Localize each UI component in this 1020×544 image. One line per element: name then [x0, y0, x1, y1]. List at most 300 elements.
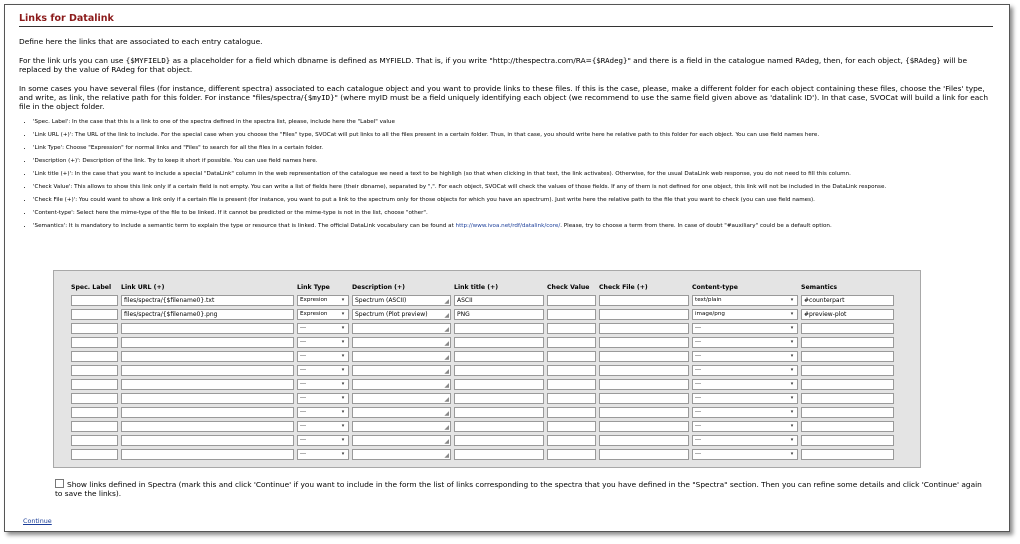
table-cell: [692, 323, 798, 334]
content-area: [19, 13, 993, 236]
content-type-select[interactable]: [692, 337, 798, 348]
table-row: [71, 323, 894, 334]
chevron-down-icon: ▾: [790, 297, 794, 303]
semantics-input[interactable]: [801, 351, 894, 362]
link-type-select[interactable]: [297, 337, 349, 348]
content-type-select[interactable]: [692, 379, 798, 390]
description-input[interactable]: [352, 337, 451, 348]
table-cell: [352, 295, 451, 306]
link-type-select-value: Expresion: [300, 311, 328, 317]
table-cell: [71, 323, 118, 334]
table-cell: [352, 351, 451, 362]
table-row: [71, 407, 894, 418]
link-type-select-value: ---: [300, 437, 307, 443]
content-type-select[interactable]: [692, 393, 798, 404]
check-value-input[interactable]: [547, 421, 596, 432]
table-cell: [454, 435, 544, 446]
table-cell: [297, 337, 349, 348]
spec-label-input[interactable]: [71, 337, 118, 348]
check-file-input[interactable]: [599, 351, 689, 362]
link-type-select[interactable]: [297, 323, 349, 334]
content-type-select[interactable]: [692, 407, 798, 418]
chevron-down-icon: ▾: [341, 423, 345, 429]
link-url-input[interactable]: [121, 379, 294, 390]
content-type-select-value: ---: [695, 437, 702, 443]
chevron-down-icon: ▾: [341, 311, 345, 317]
link-url-input-value: files/spectra/{$filename0}.txt: [124, 297, 215, 304]
table-cell: [454, 449, 544, 460]
table-cell: [71, 407, 118, 418]
table-cell: [121, 393, 294, 404]
description-input[interactable]: [352, 449, 451, 460]
content-type-select-value: ---: [695, 367, 702, 373]
col-link-type: Link Type: [297, 284, 330, 291]
description-input[interactable]: [352, 323, 451, 334]
link-type-select[interactable]: [297, 407, 349, 418]
link-type-select[interactable]: [297, 295, 349, 306]
link-url-input[interactable]: [121, 351, 294, 362]
field-help-list: [19, 119, 993, 230]
link-title-input[interactable]: [454, 337, 544, 348]
content-type-select-value: ---: [695, 339, 702, 345]
table-row: [71, 379, 894, 390]
spec-label-input[interactable]: [71, 393, 118, 404]
link-title-input[interactable]: [454, 407, 544, 418]
table-cell: [352, 365, 451, 376]
check-file-input[interactable]: [599, 337, 689, 348]
table-cell: [547, 337, 596, 348]
content-type-select-value: ---: [695, 325, 702, 331]
table-cell: [547, 407, 596, 418]
table-cell: [547, 351, 596, 362]
table-cell: [121, 337, 294, 348]
table-cell: [801, 379, 894, 390]
description-input[interactable]: [352, 407, 451, 418]
table-cell: [352, 337, 451, 348]
table-row: [71, 309, 894, 320]
check-file-input[interactable]: [599, 435, 689, 446]
semantics-input[interactable]: [801, 323, 894, 334]
check-file-input[interactable]: [599, 309, 689, 320]
chevron-down-icon: ▾: [790, 353, 794, 359]
chevron-down-icon: ▾: [790, 339, 794, 345]
link-url-input[interactable]: [121, 435, 294, 446]
check-value-input[interactable]: [547, 337, 596, 348]
table-cell: [297, 449, 349, 460]
table-cell: [71, 337, 118, 348]
table-cell: [352, 379, 451, 390]
table-cell: [454, 337, 544, 348]
help-link-title: • 'Link title (+)': In the case that you want to include a special "DataLink" column in the web representation of the catalogue we need a text to be highligh (so that when clicking in that text, the link activates). Otherwise, for the usual DataLink web response, you do not need to fill this column.: [33, 171, 993, 178]
table-row: [71, 365, 894, 376]
table-cell: [454, 295, 544, 306]
table-cell: [547, 449, 596, 460]
table-row: [71, 449, 894, 460]
chevron-down-icon: ▾: [790, 451, 794, 457]
link-type-select-value: ---: [300, 353, 307, 359]
link-type-select[interactable]: [297, 421, 349, 432]
table-cell: [692, 337, 798, 348]
chevron-down-icon: ▾: [341, 437, 345, 443]
help-check-value: • 'Check Value': This allows to show this link only if a certain field is not empty. You can write a list of fields here (their dbname), separated by ",". For each object, SVOCat will check the values of those fields. If any of them is not defined for one object, this link will not be included in the DataLink response.: [33, 184, 993, 191]
table-cell: [547, 393, 596, 404]
content-type-select[interactable]: [692, 351, 798, 362]
chevron-down-icon: ▾: [341, 339, 345, 345]
table-cell: [352, 449, 451, 460]
table-cell: [692, 393, 798, 404]
check-value-input[interactable]: [547, 351, 596, 362]
content-type-select-value: ---: [695, 395, 702, 401]
resize-grip-icon[interactable]: ◢: [444, 368, 449, 375]
link-type-select-value: ---: [300, 339, 307, 345]
continue-button[interactable]: Continue: [23, 517, 52, 525]
table-cell: [297, 323, 349, 334]
table-cell: [454, 407, 544, 418]
chevron-down-icon: ▾: [341, 381, 345, 387]
chevron-down-icon: ▾: [341, 353, 345, 359]
table-cell: [121, 407, 294, 418]
content-type-select[interactable]: [692, 309, 798, 320]
help-spec-label: • 'Spec. Label': In the case that this is a link to one of the spectra defined in the spectra list, please, include here the "Label" value: [33, 119, 993, 126]
intro-text: Define here the links that are associated to each entry catalogue.: [19, 37, 263, 46]
table-cell: [352, 309, 451, 320]
link-url-input[interactable]: [121, 421, 294, 432]
resize-grip-icon[interactable]: ◢: [444, 326, 449, 333]
content-type-select[interactable]: [692, 435, 798, 446]
check-file-input[interactable]: [599, 421, 689, 432]
table-cell: [599, 295, 689, 306]
link-type-select[interactable]: [297, 449, 349, 460]
content-type-select-value: image/png: [695, 311, 725, 317]
link-url-input[interactable]: [121, 295, 294, 306]
table-row: [71, 421, 894, 432]
table-row: [71, 295, 894, 306]
table-cell: [454, 393, 544, 404]
link-url-input[interactable]: [121, 309, 294, 320]
link-url-input[interactable]: [121, 323, 294, 334]
files-explanation: In some cases you have several files (for instance, different spectra) associated to each catalogue object and you want to provide links to these files. If this is the case, please, make a different folder for each object containing these files, choose the 'Files' type, and write, as link, the relative path for this folder. For instance "files/spectra/{$myID}" (where myID must be a field uniquely identifying each object (we recommend to use the same field given above as 'datalink ID'). In that case, SVOCat will build a link for each file in the object folder.: [19, 84, 989, 111]
table-cell: [121, 295, 294, 306]
link-url-input[interactable]: [121, 449, 294, 460]
link-type-select-value: ---: [300, 423, 307, 429]
semantics-input[interactable]: [801, 379, 894, 390]
resize-grip-icon[interactable]: ◢: [444, 410, 449, 417]
link-title-input[interactable]: [454, 449, 544, 460]
chevron-down-icon: ▾: [341, 297, 345, 303]
description-input[interactable]: [352, 295, 451, 306]
semantics-input[interactable]: [801, 309, 894, 320]
link-type-select-value: ---: [300, 409, 307, 415]
link-title-input[interactable]: [454, 351, 544, 362]
semantics-input[interactable]: [801, 295, 894, 306]
table-cell: [297, 365, 349, 376]
table-cell: [297, 309, 349, 320]
chevron-down-icon: ▾: [790, 325, 794, 331]
spec-label-input[interactable]: [71, 379, 118, 390]
check-file-input[interactable]: [599, 365, 689, 376]
table-cell: [71, 421, 118, 432]
table-cell: [297, 295, 349, 306]
table-cell: [599, 323, 689, 334]
table-cell: [352, 421, 451, 432]
resize-grip-icon[interactable]: ◢: [444, 340, 449, 347]
help-check-file: • 'Check File (+)': You could want to show a link only if a certain file is present (for instance, you want to put a link to the spectrum only for those objects for which you have an spectrum). Just write here the relative path to the file that you want to check (you can use field names).: [33, 197, 993, 204]
check-value-input[interactable]: [547, 323, 596, 334]
chevron-down-icon: ▾: [341, 395, 345, 401]
table-cell: [454, 351, 544, 362]
table-cell: [71, 365, 118, 376]
link-title-input[interactable]: [454, 435, 544, 446]
check-file-input[interactable]: [599, 295, 689, 306]
table-cell: [352, 435, 451, 446]
link-title-input[interactable]: [454, 421, 544, 432]
table-cell: [297, 435, 349, 446]
link-title-input-value: ASCII: [457, 297, 473, 304]
link-title-input[interactable]: [454, 295, 544, 306]
table-cell: [297, 421, 349, 432]
table-cell: [801, 393, 894, 404]
placeholder-explanation: For the link urls you can use {$MYFIELD} as a placeholder for a field which dbname is defined as MYFIELD. That is, if you write "http://thespectra.com/RA={$RAdeg}" and there is a field in the catalogue named RAdeg, then, for each object, {$RAdeg} will be replaced by the value of RAdeg for that object.: [19, 56, 968, 74]
link-title-input[interactable]: [454, 365, 544, 376]
table-cell: [692, 435, 798, 446]
table-cell: [599, 365, 689, 376]
spec-label-input[interactable]: [71, 407, 118, 418]
link-type-select-value: ---: [300, 395, 307, 401]
content-type-select-value: ---: [695, 451, 702, 457]
link-title-input[interactable]: [454, 379, 544, 390]
table-cell: [71, 449, 118, 460]
table-cell: [71, 379, 118, 390]
check-value-input[interactable]: [547, 295, 596, 306]
link-type-select[interactable]: [297, 309, 349, 320]
resize-grip-icon[interactable]: ◢: [444, 396, 449, 403]
table-cell: [121, 379, 294, 390]
check-value-input[interactable]: [547, 379, 596, 390]
table-cell: [454, 323, 544, 334]
semantics-input[interactable]: [801, 435, 894, 446]
description-input[interactable]: [352, 351, 451, 362]
check-file-input[interactable]: [599, 393, 689, 404]
semantics-input-value: #counterpart: [804, 297, 845, 304]
link-title-input[interactable]: [454, 393, 544, 404]
link-type-select[interactable]: [297, 365, 349, 376]
chevron-down-icon: ▾: [341, 409, 345, 415]
table-cell: [801, 449, 894, 460]
link-type-select[interactable]: [297, 393, 349, 404]
semantics-input[interactable]: [801, 421, 894, 432]
table-cell: [547, 435, 596, 446]
check-value-input[interactable]: [547, 449, 596, 460]
col-link-title: Link title (+): [454, 284, 499, 291]
chevron-down-icon: ▾: [790, 437, 794, 443]
check-value-input[interactable]: [547, 309, 596, 320]
show-spectra-links-option: [55, 479, 985, 498]
spec-label-input[interactable]: [71, 421, 118, 432]
table-cell: [352, 323, 451, 334]
resize-grip-icon[interactable]: ◢: [444, 424, 449, 431]
col-link-url: Link URL (+): [121, 284, 165, 291]
table-cell: [297, 393, 349, 404]
check-file-input[interactable]: [599, 323, 689, 334]
resize-grip-icon[interactable]: ◢: [444, 312, 449, 319]
table-cell: [71, 295, 118, 306]
content-type-select[interactable]: [692, 421, 798, 432]
link-url-input[interactable]: [121, 407, 294, 418]
link-type-select-value: ---: [300, 367, 307, 373]
col-semantics: Semantics: [801, 284, 838, 291]
description-input[interactable]: [352, 309, 451, 320]
resize-grip-icon[interactable]: ◢: [444, 382, 449, 389]
resize-grip-icon[interactable]: ◢: [444, 354, 449, 361]
links-form-panel: [53, 270, 921, 468]
link-type-select-value: ---: [300, 325, 307, 331]
spec-label-input[interactable]: [71, 365, 118, 376]
table-row: [71, 337, 894, 348]
table-cell: [121, 365, 294, 376]
link-type-select[interactable]: [297, 351, 349, 362]
table-row: [71, 393, 894, 404]
table-cell: [801, 309, 894, 320]
link-type-select[interactable]: [297, 379, 349, 390]
table-cell: [352, 393, 451, 404]
table-cell: [599, 449, 689, 460]
chevron-down-icon: ▾: [790, 311, 794, 317]
title-divider: [19, 26, 993, 27]
table-cell: [692, 379, 798, 390]
table-cell: [454, 379, 544, 390]
table-cell: [599, 337, 689, 348]
content-type-select[interactable]: [692, 365, 798, 376]
chevron-down-icon: ▾: [790, 409, 794, 415]
table-row: [71, 351, 894, 362]
table-cell: [297, 407, 349, 418]
show-spectra-links-label: Show links defined in Spectra (mark this and click 'Continue' if you want to include in the form the list of links corresponding to the spectra that you have defined in the "Spectra" section. Then you can refine some details and click 'Continue' again to save the links).: [55, 480, 982, 498]
content-type-select[interactable]: [692, 295, 798, 306]
link-url-input[interactable]: [121, 393, 294, 404]
link-type-select-value: ---: [300, 451, 307, 457]
help-link-type: • 'Link Type': Choose "Expression" for normal links and "Files" to search for all the files in a certain folder.: [33, 145, 993, 152]
col-check-file: Check File (+): [599, 284, 648, 291]
table-cell: [547, 379, 596, 390]
table-cell: [547, 323, 596, 334]
table-cell: [801, 435, 894, 446]
semantics-input[interactable]: [801, 407, 894, 418]
description-input-value: Spectrum (Plot preview): [355, 311, 428, 318]
spec-label-input[interactable]: [71, 435, 118, 446]
spec-label-input[interactable]: [71, 295, 118, 306]
table-cell: [692, 449, 798, 460]
resize-grip-icon[interactable]: ◢: [444, 298, 449, 305]
semantics-input[interactable]: [801, 393, 894, 404]
table-cell: [121, 421, 294, 432]
link-type-select-value: ---: [300, 381, 307, 387]
help-semantics: • 'Semantics': It is mandatory to include a semantic term to explain the type or resource that is linked. The official DataLink vocabulary can be found at http://www.ivoa.net/rdf/datalink/core/. Please, try to choose a term from there. In case of doubt "#auxiliary" could be a default option.: [33, 223, 993, 230]
page-frame: [4, 4, 1010, 532]
table-cell: [599, 407, 689, 418]
semantics-input[interactable]: [801, 449, 894, 460]
table-cell: [692, 295, 798, 306]
col-content-type: Content-type: [692, 284, 738, 291]
table-cell: [801, 421, 894, 432]
chevron-down-icon: ▾: [790, 381, 794, 387]
table-cell: [71, 351, 118, 362]
description-input[interactable]: [352, 365, 451, 376]
table-cell: [692, 421, 798, 432]
check-value-input[interactable]: [547, 435, 596, 446]
table-cell: [454, 365, 544, 376]
table-cell: [801, 295, 894, 306]
link-title-input[interactable]: [454, 309, 544, 320]
col-spec-label: Spec. Label: [71, 284, 112, 291]
show-spectra-links-checkbox[interactable]: [55, 479, 64, 488]
table-cell: [547, 309, 596, 320]
semantics-input[interactable]: [801, 365, 894, 376]
chevron-down-icon: ▾: [790, 395, 794, 401]
table-cell: [599, 421, 689, 432]
spec-label-input[interactable]: [71, 449, 118, 460]
content-type-select-value: ---: [695, 353, 702, 359]
description-input[interactable]: [352, 393, 451, 404]
col-check-value: Check Value: [547, 284, 590, 291]
content-type-select[interactable]: [692, 449, 798, 460]
table-cell: [692, 365, 798, 376]
link-url-input[interactable]: [121, 337, 294, 348]
check-file-input[interactable]: [599, 379, 689, 390]
spec-label-input[interactable]: [71, 309, 118, 320]
description-input[interactable]: [352, 435, 451, 446]
semantics-input[interactable]: [801, 337, 894, 348]
table-cell: [801, 365, 894, 376]
resize-grip-icon[interactable]: ◢: [444, 438, 449, 445]
link-title-input[interactable]: [454, 323, 544, 334]
help-content-type: • 'Content-type': Select here the mime-type of the file to be linked. If it cannot be predicted or the mime-type is not in the list, choose "other".: [33, 210, 993, 217]
table-cell: [547, 421, 596, 432]
table-cell: [454, 309, 544, 320]
table-cell: [801, 351, 894, 362]
table-cell: [71, 435, 118, 446]
table-cell: [692, 351, 798, 362]
chevron-down-icon: ▾: [341, 451, 345, 457]
link-type-select-value: Expresion: [300, 297, 328, 303]
check-file-input[interactable]: [599, 407, 689, 418]
table-cell: [599, 309, 689, 320]
spec-label-input[interactable]: [71, 351, 118, 362]
table-cell: [599, 379, 689, 390]
description-input[interactable]: [352, 421, 451, 432]
check-value-input[interactable]: [547, 407, 596, 418]
semantics-input-value: #preview-plot: [804, 311, 847, 318]
spec-label-input[interactable]: [71, 323, 118, 334]
table-cell: [121, 449, 294, 460]
content-type-select[interactable]: [692, 323, 798, 334]
datalink-vocabulary-link[interactable]: http://www.ivoa.net/rdf/datalink/core/: [455, 223, 561, 229]
table-cell: [297, 351, 349, 362]
link-type-select[interactable]: [297, 435, 349, 446]
table-cell: [692, 309, 798, 320]
check-value-input[interactable]: [547, 365, 596, 376]
chevron-down-icon: ▾: [790, 367, 794, 373]
check-file-input[interactable]: [599, 449, 689, 460]
chevron-down-icon: ▾: [790, 423, 794, 429]
resize-grip-icon[interactable]: ◢: [444, 452, 449, 459]
check-value-input[interactable]: [547, 393, 596, 404]
table-cell: [121, 435, 294, 446]
table-cell: [692, 407, 798, 418]
table-cell: [801, 337, 894, 348]
table-cell: [454, 421, 544, 432]
link-url-input[interactable]: [121, 365, 294, 376]
description-input[interactable]: [352, 379, 451, 390]
